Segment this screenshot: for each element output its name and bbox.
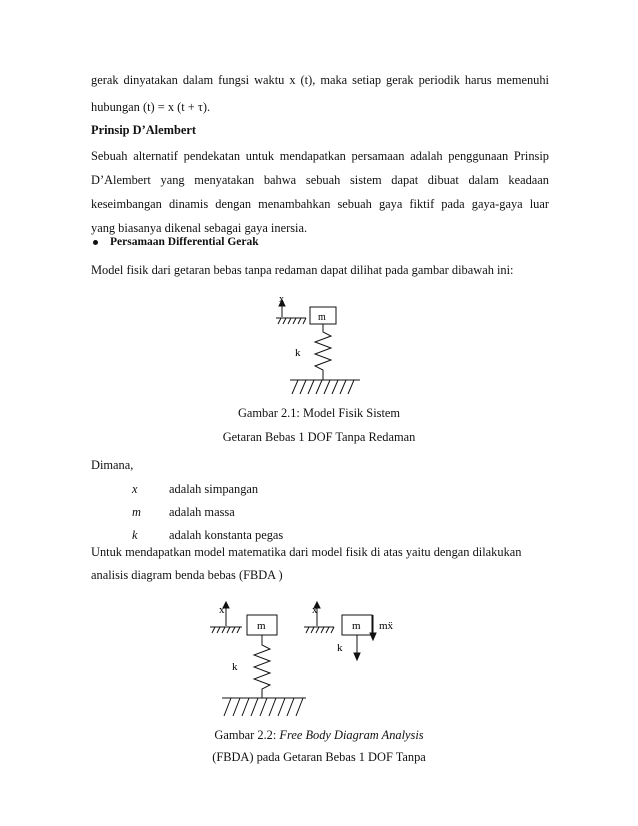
fig1-x-label: x — [279, 294, 284, 305]
fig2-left-m-label: m — [257, 620, 266, 632]
figure-1-caption-line-2: Getaran Bebas 1 DOF Tanpa Redaman — [222, 430, 416, 444]
paragraph-line: yang biasanya dikenal sebagai gaya inersia. — [91, 221, 308, 235]
figure-2-caption-prefix: Gambar 2.2: — [214, 728, 280, 742]
section-heading: Prinsip D’Alembert — [91, 123, 196, 137]
dimana-label: Dimana, — [91, 458, 134, 472]
paragraph-line: Untuk mendapatkan model matematika dari model fisik di atas yaitu dengan dilakukan — [91, 545, 522, 559]
figure-2-caption-italic: Free Body Diagram Analysis — [279, 728, 424, 742]
fig1-m-label: m — [318, 312, 326, 323]
fig2-right-x-label: x — [312, 604, 318, 616]
fig2-right-k-label: k — [337, 642, 343, 654]
paragraph-line: Model fisik dari getaran bebas tanpa redaman dapat dilihat pada gambar dibawah ini: — [91, 263, 514, 277]
paragraph-line: D’Alembert yang menyatakan bahwa sebuah sistem dapat dibuat dalam keadaan — [91, 173, 549, 187]
figure-2-caption-line-1 — [0, 728, 638, 743]
paragraph-line: analisis diagram benda bebas (FBDA ) — [91, 568, 283, 582]
fig1-k-label: k — [295, 347, 301, 359]
paragraph-line: hubungan (t) = x (t + τ). — [91, 100, 211, 114]
fig2-force-label: mẍ — [379, 620, 394, 632]
bullet-heading: Persamaan Differential Gerak — [110, 236, 259, 248]
paragraph-line: gerak dinyatakan dalam fungsi waktu x (t), maka setiap gerak periodik harus memenuhi — [91, 73, 549, 87]
paragraph-line: Sebuah alternatif pendekatan untuk mendapatkan persamaan adalah penggunaan Prinsip — [91, 149, 549, 163]
definition-symbol: x — [132, 482, 138, 496]
definition-text: adalah konstanta pegas — [169, 528, 284, 542]
fig2-left-x-label: x — [219, 604, 225, 616]
definition-symbol: k — [132, 528, 138, 542]
figure-2-caption-line-2: (FBDA) pada Getaran Bebas 1 DOF Tanpa — [212, 750, 426, 764]
fig2-left-k-label: k — [232, 661, 238, 673]
paragraph-line: keseimbangan dinamis dengan menambahkan sebuah gaya fiktif pada gaya-gaya luar — [91, 197, 549, 211]
figure-1-caption-line-1: Gambar 2.1: Model Fisik Sistem — [237, 406, 401, 420]
fig2-right-m-label: m — [352, 620, 361, 632]
definition-text: adalah massa — [169, 505, 235, 519]
definition-text: adalah simpangan — [169, 482, 259, 496]
definition-symbol: m — [132, 505, 141, 519]
